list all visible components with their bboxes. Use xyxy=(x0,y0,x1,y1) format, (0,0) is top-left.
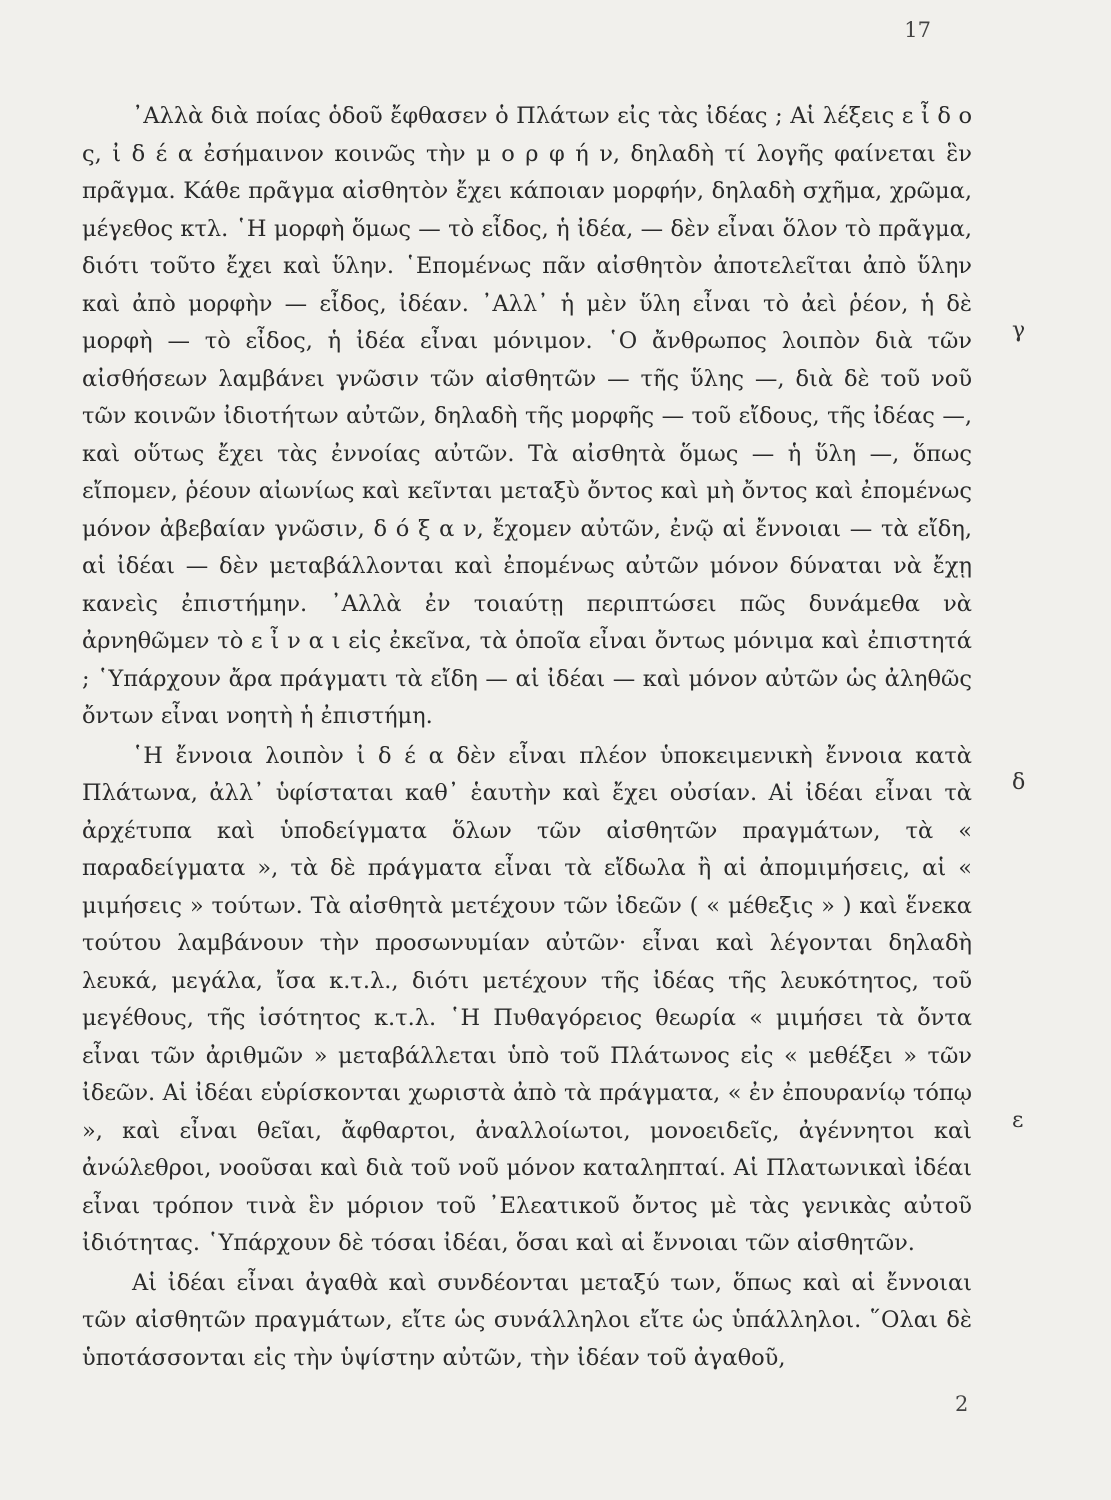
margin-note-delta: δ xyxy=(1012,770,1026,795)
paragraph-2: ῾Η ἔννοια λοιπὸν ἰ δ έ α δὲν εἶναι πλέον ὑποκειμενικὴ ἔννοια κατὰ Πλάτωνα, ἀλλ᾿ ὑφίσταται καθ᾿ ἑαυτὴν καὶ ἔχει οὐσίαν. Αἱ ἰδέαι εἶναι τὰ ἀρχέτυπα καὶ ὑποδείγματα ὅλων τῶν αἰσθητῶν πραγμάτων, τὰ « παραδείγματα », τὰ δὲ πράγματα εἶναι τὰ εἴδωλα ἢ αἱ ἀπομιμήσεις, αἱ « μιμήσεις » τούτων. Τὰ αἰσθητὰ μετέχουν τῶν ἰδεῶν ( « μέθεξις » ) καὶ ἕνεκα τούτου λαμβάνουν τὴν προσωνυμίαν αὐτῶν· εἶναι καὶ λέγονται δηλαδὴ λευκά, μεγάλα, ἴσα κ.τ.λ., διότι μετέχουν τῆς ἰδέας τῆς λευκότητος, τοῦ μεγέθους, τῆς ἰσότητος κ.τ.λ. ῾Η Πυθαγόρειος θεωρία « μιμήσει τὰ ὄντα εἶναι τῶν ἀριθμῶν » μεταβάλλεται ὑπὸ τοῦ Πλάτωνος εἰς « μεθέξει » τῶν ἰδεῶν. Αἱ ἰδέαι εὑρίσκονται χωριστὰ ἀπὸ τὰ πράγματα, « ἐν ἐπουρανίῳ τόπῳ », καὶ εἶναι θεῖαι, ἄφθαρτοι, ἀναλλοίωτοι, μονοειδεῖς, ἀγέννητοι καὶ ἀνώλεθροι, νοοῦσαι καὶ διὰ τοῦ νοῦ μόνον καταληπταί. Αἱ Πλατωνικαὶ ἰδέαι εἶναι τρόπον τινὰ ἓν μόριον τοῦ ᾿Ελεατικοῦ ὄντος μὲ τὰς γενικὰς αὐτοῦ ἰδιότητας. ῾Υπάρχουν δὲ τόσαι ἰδέαι, ὅσαι καὶ αἱ ἔννοιαι τῶν αἰσθητῶν. xyxy=(82,742,972,1256)
paragraph-1: ᾿Αλλὰ διὰ ποίας ὁδοῦ ἔφθασεν ὁ Πλάτων εἰς τὰς ἰδέας ; Αἱ λέξεις ε ἶ δ ο ς, ἰ δ έ α ἐσήμαινον κοινῶς τὴν μ ο ρ φ ή ν, δηλαδὴ τί λογῆς φαίνεται ἓν πρᾶγμα. Κάθε πρᾶγμα αἰσθητὸν ἔχει κάποιαν μορφήν, δηλαδὴ σχῆμα, χρῶμα, μέγεθος κτλ. ῾Η μορφὴ ὅμως — τὸ εἶδος, ἡ ἰδέα, — δὲν εἶναι ὅλον τὸ πρᾶγμα, διότι τοῦτο ἔχει καὶ ὕλην. ῾Επομένως πᾶν αἰσθητὸν ἀποτελεῖται ἀπὸ ὕλην καὶ ἀπὸ μορφὴν — εἶδος, ἰδέαν. ᾿Αλλ᾿ ἡ μὲν ὕλη εἶναι τὸ ἀεὶ ῥέον, ἡ δὲ μορφὴ — τὸ εἶδος, ἡ ἰδέα εἶναι μόνιμον. ῾Ο ἄνθρωπος λοιπὸν διὰ τῶν αἰσθήσεων λαμβάνει γνῶσιν τῶν αἰσθητῶν — τῆς ὕλης —, διὰ δὲ τοῦ νοῦ τῶν κοινῶν ἰδιοτήτων αὐτῶν, δηλαδὴ τῆς μορφῆς — τοῦ εἴδους, τῆς ἰδέας —, καὶ οὕτως ἔχει τὰς ἐννοίας αὐτῶν. Τὰ αἰσθητὰ ὅμως — ἡ ὕλη —, ὅπως εἴπομεν, ῥέουν αἰωνίως καὶ κεῖνται μεταξὺ ὄντος καὶ μὴ ὄντος καὶ ἐπομένως μόνον ἀβεβαίαν γνῶσιν, δ ό ξ α ν, ἔχομεν αὐτῶν, ἐνῷ αἱ ἔννοιαι — τὰ εἴδη, αἱ ἰδέαι — δὲν μεταβάλλονται καὶ ἐπομένως αὐτῶν μόνον δύναται νὰ ἔχῃ κανεὶς ἐπιστήμην. ᾿Αλλὰ ἐν τοιαύτῃ περιπτώσει πῶς δυνάμεθα νὰ ἀρνηθῶμεν τὸ ε ἶ ν α ι εἰς ἐκεῖνα, τὰ ὁποῖα εἶναι ὄντως μόνιμα καὶ ἐπιστητά ; ῾Υπάρχουν ἄρα πράγματι τὰ εἴδη — αἱ ἰδέαι — καὶ μόνον αὐτῶν ὡς ἀληθῶς ὄντων εἶναι νοητὴ ἡ ἐπιστήμη. xyxy=(82,103,972,729)
signature-mark: 2 xyxy=(955,1392,969,1416)
page-number: 17 xyxy=(904,18,931,42)
paragraph-3: Αἱ ἰδέαι εἶναι ἀγαθὰ καὶ συνδέονται μεταξύ των, ὅπως καὶ αἱ ἔννοιαι τῶν αἰσθητῶν πραγμάτων, εἴτε ὡς συνάλληλοι εἴτε ὡς ὑπάλληλοι. ῞Ολαι δὲ ὑποτάσσονται εἰς τὴν ὑψίστην αὐτῶν, τὴν ἰδέαν τοῦ ἀγαθοῦ, xyxy=(82,1269,972,1371)
margin-note-epsilon: ε xyxy=(1012,1108,1024,1133)
body-text xyxy=(82,98,972,1377)
margin-note-gamma: γ xyxy=(1012,318,1026,343)
